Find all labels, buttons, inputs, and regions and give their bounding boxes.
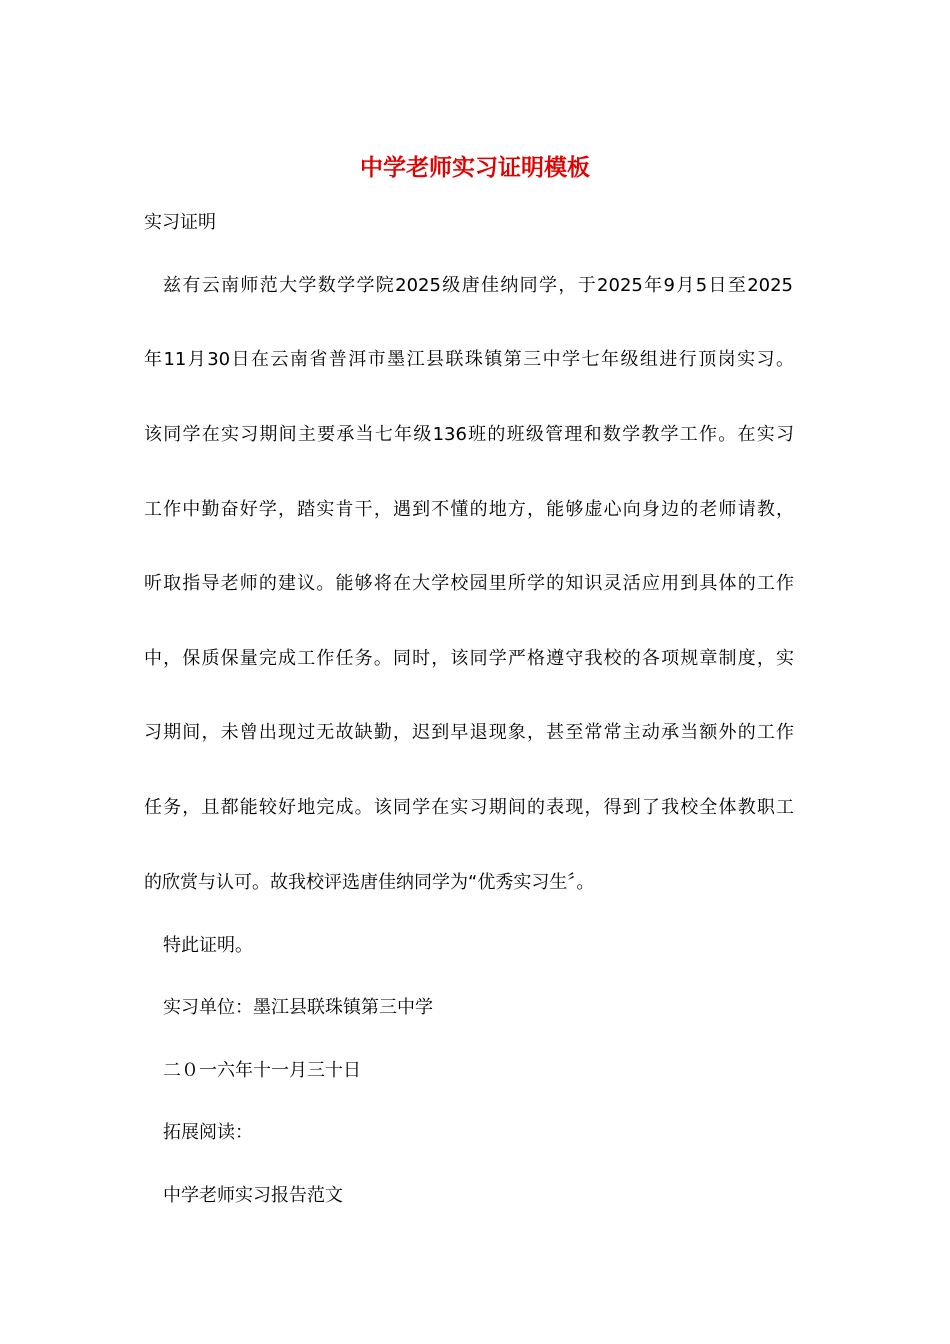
extended-reading-label: 拓展阅读： [163, 1122, 253, 1143]
certificate-heading: 实习证明 [144, 212, 216, 233]
paragraph-line: 年11月30日在云南省普洱市墨江县联珠镇第三中学七年级组进行顶岗实习。 [144, 349, 794, 370]
paragraph-line: 的欣赏与认可。故我校评选唐佳纳同学为“优秀实习生〞。 [144, 872, 595, 893]
paragraph-line: 听取指导老师的建议。能够将在大学校园里所学的知识灵活应用到具体的工作 [144, 573, 794, 594]
internship-unit: 实习单位：墨江县联珠镇第三中学 [163, 997, 433, 1018]
certificate-date: 二０一六年十一月三十日 [163, 1060, 361, 1081]
paragraph-line: 兹有云南师范大学数学学院2025级唐佳纳同学，于2025年9月5日至2025 [163, 275, 793, 296]
extended-reading-title: 中学老师实习报告范文 [163, 1185, 343, 1206]
paragraph-line: 习期间，未曾出现过无故缺勤，迟到早退现象，甚至常常主动承当额外的工作 [144, 722, 794, 743]
paragraph-line: 中，保质保量完成工作任务。同时，该同学严格遵守我校的各项规章制度，实 [144, 648, 794, 669]
document-title: 中学老师实习证明模板 [360, 154, 590, 181]
paragraph-line: 工作中勤奋好学，踏实肯干，遇到不懂的地方，能够虚心向身边的老师请教， [144, 499, 794, 520]
closing-statement: 特此证明。 [163, 935, 253, 956]
paragraph-line: 任务，且都能较好地完成。该同学在实习期间的表现，得到了我校全体教职工 [144, 797, 794, 818]
paragraph-line: 该同学在实习期间主要承当七年级136班的班级管理和数学教学工作。在实习 [144, 424, 794, 445]
